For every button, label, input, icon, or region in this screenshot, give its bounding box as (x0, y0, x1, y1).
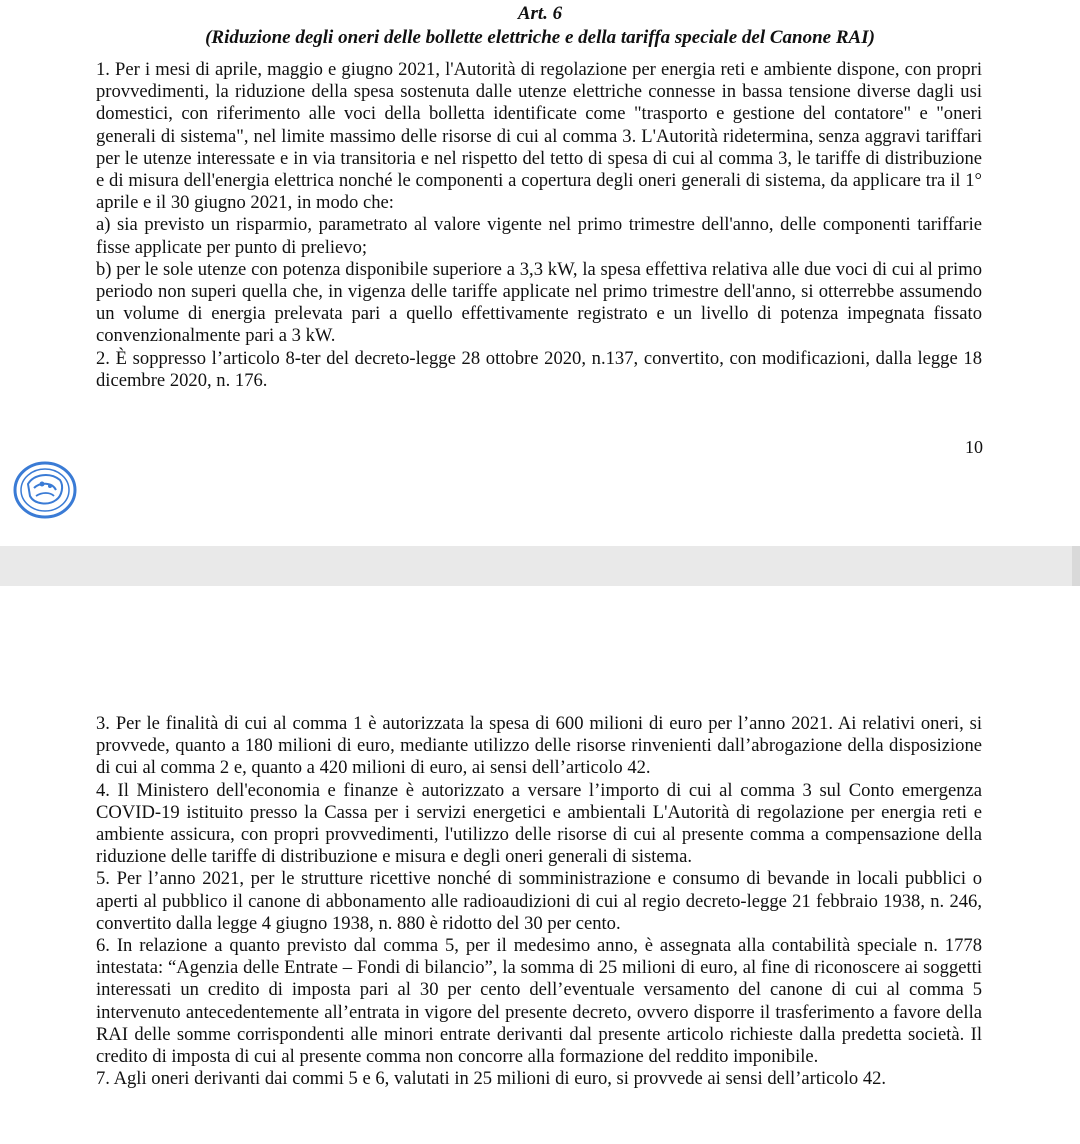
paragraph-comma-4: 4. Il Ministero dell'economia e finanze è autorizzato a versare l’importo di cui al comma 3 sul Conto emergenza COVID-19 istituito presso la Cassa per i servizi energetici e ambientali L'Autorità di regolazione per energia reti e ambiente assicura, con propri provvedimenti, l'utilizzo delle risorse di cui al presente comma a compensazione della riduzione delle tariffe di distribuzione e misura e degli oneri generali di sistema. (96, 779, 982, 868)
article-body-part-1 (96, 59, 982, 392)
paragraph-point-a: a) sia previsto un risparmio, parametrato al valore vigente nel primo trimestre dell'anno, delle componenti tariffarie fisse applicate per punto di prelievo; (96, 214, 982, 258)
paragraph-comma-6: 6. In relazione a quanto previsto dal comma 5, per il medesimo anno, è assegnata alla contabilità speciale n. 1778 intestata: “Agenzia delle Entrate – Fondi di bilancio”, la somma di 25 milioni di euro, al fine di riconoscere ai soggetti interessati un credito di imposta pari al 30 per cento dell’eventuale versamento del canone di cui al comma 5 intervenuto antecedentemente all’entrata in vigore del presente decreto, ovvero disporre il trasferimento a favore della RAI delle somme corrispondenti alle minori entrate derivanti dal presente articolo richieste dalla predetta società. Il credito di imposta di cui al presente comma non concorre alla formazione del reddito imponibile. (96, 935, 982, 1068)
document-page-1 (0, 0, 1080, 546)
paragraph-comma-5: 5. Per l’anno 2021, per le strutture ricettive nonché di somministrazione e consumo di bevande in locali pubblici o aperti al pubblico il canone di abbonamento alle radioaudizioni di cui al regio decreto-legge 21 febbraio 1938, n. 246, convertito dalla legge 4 giugno 1938, n. 880 è ridotto del 30 per cento. (96, 868, 982, 934)
emblem-stamp-icon (12, 460, 78, 520)
page-number: 10 (965, 437, 983, 457)
article-title: (Riduzione degli oneri delle bollette elettriche e della tariffa speciale del Canone RAI) (205, 27, 875, 48)
paragraph-comma-3: 3. Per le finalità di cui al comma 1 è autorizzata la spesa di 600 milioni di euro per l’anno 2021. Ai relativi oneri, si provvede, quanto a 180 milioni di euro, mediante utilizzo delle risorse rinvenienti dall’abrogazione della disposizione di cui al comma 2 e, quanto a 420 milioni di euro, ai sensi dell’articolo 42. (96, 713, 982, 779)
paragraph-comma-1: 1. Per i mesi di aprile, maggio e giugno 2021, l'Autorità di regolazione per energia reti e ambiente dispone, con propri provvedimenti, la riduzione della spesa sostenuta dalle utenze elettriche connesse in bassa tensione diverse dagli usi domestici, con riferimento alle voci della bolletta identificate come "trasporto e gestione del contatore" e "oneri generali di sistema", nel limite massimo delle risorse di cui al comma 3. L'Autorità ridetermina, senza aggravi tariffari per le utenze interessate e in via transitoria e nel rispetto del tetto di spesa di cui al comma 3, le tariffe di distribuzione e di misura dell'energia elettrica nonché le componenti a copertura degli oneri generali di sistema, da applicare tra il 1° aprile e il 30 giugno 2021, in modo che: (96, 59, 982, 214)
article-body-part-2 (96, 713, 982, 1090)
page-separator-edge (1072, 546, 1080, 586)
paragraph-comma-2: 2. È soppresso l’articolo 8-ter del decreto-legge 28 ottobre 2020, n.137, convertito, con modificazioni, dalla legge 18 dicembre 2020, n. 176. (96, 347, 982, 391)
page-separator (0, 546, 1080, 586)
paragraph-comma-7: 7. Agli oneri derivanti dai commi 5 e 6, valutati in 25 milioni di euro, si provvede ai sensi dell’articolo 42. (96, 1068, 887, 1090)
article-number: Art. 6 (517, 3, 563, 24)
paragraph-point-b: b) per le sole utenze con potenza disponibile superiore a 3,3 kW, la spesa effettiva relativa alle due voci di cui al primo periodo non superi quella che, in vigenza delle tariffe applicate nel primo trimestre dell'anno, si otterrebbe assumendo un volume di energia prelevata pari a quello effettivamente registrato e un livello di potenza impegnata fissato convenzionalmente pari a 3 kW. (96, 258, 982, 347)
